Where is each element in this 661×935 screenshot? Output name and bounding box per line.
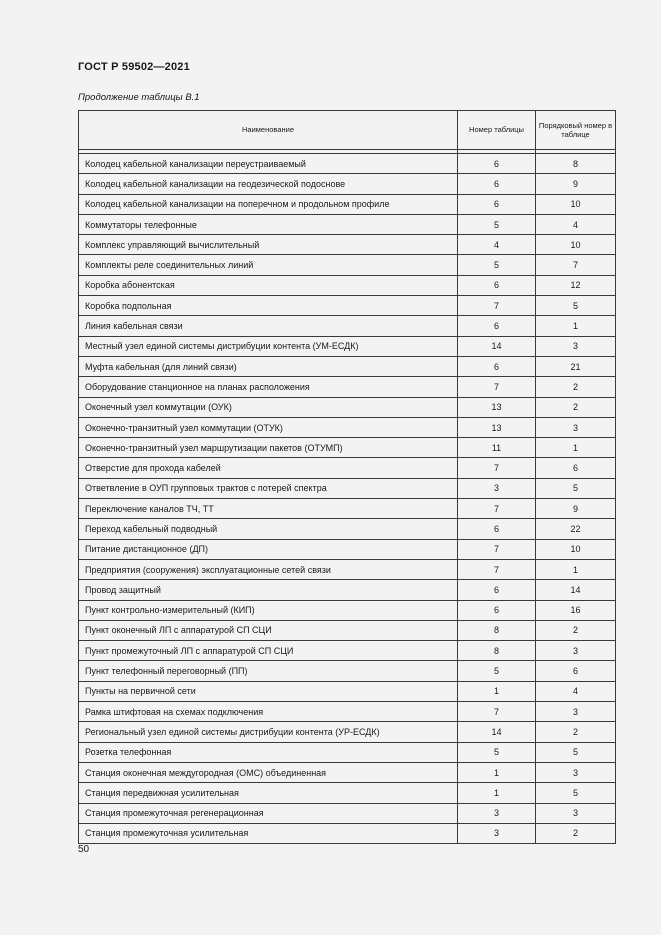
table-row bbox=[79, 641, 616, 661]
cell-table-number: 5 bbox=[458, 742, 536, 762]
cell-table-number: 6 bbox=[458, 519, 536, 539]
cell-order-number: 6 bbox=[536, 458, 616, 478]
cell-table-number: 6 bbox=[458, 580, 536, 600]
cell-order-number: 6 bbox=[536, 661, 616, 681]
cell-table-number: 11 bbox=[458, 438, 536, 458]
cell-order-number: 3 bbox=[536, 641, 616, 661]
cell-name: Отверстие для прохода кабелей bbox=[79, 458, 458, 478]
cell-order-number: 2 bbox=[536, 722, 616, 742]
cell-table-number: 6 bbox=[458, 194, 536, 214]
table-row bbox=[79, 559, 616, 579]
table-row bbox=[79, 296, 616, 316]
table-row bbox=[79, 823, 616, 843]
cell-name: Колодец кабельной канализации переустраиваемый bbox=[79, 154, 458, 174]
table-row bbox=[79, 174, 616, 194]
table-caption: Продолжение таблицы В.1 bbox=[78, 92, 200, 103]
cell-order-number: 9 bbox=[536, 174, 616, 194]
cell-order-number: 1 bbox=[536, 316, 616, 336]
cell-table-number: 1 bbox=[458, 783, 536, 803]
cell-table-number: 14 bbox=[458, 722, 536, 742]
table-row bbox=[79, 275, 616, 295]
cell-order-number: 3 bbox=[536, 803, 616, 823]
cell-name: Пункт телефонный переговорный (ПП) bbox=[79, 661, 458, 681]
cell-name: Переход кабельный подводный bbox=[79, 519, 458, 539]
table-row bbox=[79, 702, 616, 722]
cell-order-number: 5 bbox=[536, 742, 616, 762]
cell-order-number: 10 bbox=[536, 539, 616, 559]
table-row bbox=[79, 783, 616, 803]
page-number: 50 bbox=[78, 844, 90, 855]
cell-order-number: 3 bbox=[536, 702, 616, 722]
cell-order-number: 1 bbox=[536, 438, 616, 458]
cell-table-number: 8 bbox=[458, 641, 536, 661]
cell-order-number: 8 bbox=[536, 154, 616, 174]
cell-order-number: 3 bbox=[536, 417, 616, 437]
document-title: ГОСТ Р 59502—2021 bbox=[78, 61, 190, 73]
cell-order-number: 2 bbox=[536, 620, 616, 640]
table-row bbox=[79, 235, 616, 255]
cell-table-number: 3 bbox=[458, 823, 536, 843]
cell-name: Коробка абонентская bbox=[79, 275, 458, 295]
cell-name: Комплекс управляющий вычислительный bbox=[79, 235, 458, 255]
cell-name: Колодец кабельной канализации на геодезической подоснове bbox=[79, 174, 458, 194]
table-row bbox=[79, 336, 616, 356]
table-row bbox=[79, 316, 616, 336]
cell-table-number: 1 bbox=[458, 762, 536, 782]
cell-table-number: 7 bbox=[458, 702, 536, 722]
cell-order-number: 4 bbox=[536, 214, 616, 234]
table-row bbox=[79, 580, 616, 600]
table-row bbox=[79, 255, 616, 275]
table-row bbox=[79, 681, 616, 701]
table-row bbox=[79, 438, 616, 458]
cell-name: Оконечно-транзитный узел коммутации (ОТУК) bbox=[79, 417, 458, 437]
cell-table-number: 7 bbox=[458, 539, 536, 559]
cell-name: Местный узел единой системы дистрибуции контента (УМ-ЕСДК) bbox=[79, 336, 458, 356]
table-row bbox=[79, 742, 616, 762]
table-row bbox=[79, 620, 616, 640]
column-header-order-number: Порядковый номер в таблице bbox=[536, 111, 616, 150]
table-row bbox=[79, 762, 616, 782]
cell-name: Розетка телефонная bbox=[79, 742, 458, 762]
cell-order-number: 12 bbox=[536, 275, 616, 295]
cell-order-number: 21 bbox=[536, 356, 616, 376]
cell-order-number: 7 bbox=[536, 255, 616, 275]
table-row bbox=[79, 214, 616, 234]
cell-order-number: 4 bbox=[536, 681, 616, 701]
index-table bbox=[78, 110, 616, 844]
cell-table-number: 6 bbox=[458, 154, 536, 174]
cell-table-number: 5 bbox=[458, 214, 536, 234]
cell-order-number: 5 bbox=[536, 783, 616, 803]
cell-name: Пункт оконечный ЛП с аппаратурой СП СЦИ bbox=[79, 620, 458, 640]
cell-table-number: 6 bbox=[458, 356, 536, 376]
cell-table-number: 14 bbox=[458, 336, 536, 356]
cell-order-number: 2 bbox=[536, 823, 616, 843]
cell-name: Пункт промежуточный ЛП с аппаратурой СП СЦИ bbox=[79, 641, 458, 661]
cell-order-number: 14 bbox=[536, 580, 616, 600]
cell-table-number: 5 bbox=[458, 255, 536, 275]
cell-table-number: 3 bbox=[458, 803, 536, 823]
cell-name: Ответвление в ОУП групповых трактов с потерей спектра bbox=[79, 478, 458, 498]
cell-order-number: 10 bbox=[536, 194, 616, 214]
cell-name: Коробка подпольная bbox=[79, 296, 458, 316]
cell-name: Муфта кабельная (для линий связи) bbox=[79, 356, 458, 376]
table-row bbox=[79, 154, 616, 174]
table-row bbox=[79, 397, 616, 417]
column-header-table-number: Номер таблицы bbox=[458, 111, 536, 150]
column-header-name: Наименование bbox=[79, 111, 458, 150]
table-row bbox=[79, 722, 616, 742]
cell-table-number: 5 bbox=[458, 661, 536, 681]
cell-table-number: 7 bbox=[458, 296, 536, 316]
table-row bbox=[79, 499, 616, 519]
table-row bbox=[79, 539, 616, 559]
cell-table-number: 13 bbox=[458, 417, 536, 437]
cell-table-number: 6 bbox=[458, 316, 536, 336]
cell-order-number: 5 bbox=[536, 478, 616, 498]
cell-table-number: 7 bbox=[458, 458, 536, 478]
cell-name: Станция передвижная усилительная bbox=[79, 783, 458, 803]
table-row bbox=[79, 803, 616, 823]
cell-name: Пункты на первичной сети bbox=[79, 681, 458, 701]
cell-order-number: 5 bbox=[536, 296, 616, 316]
cell-order-number: 2 bbox=[536, 397, 616, 417]
cell-name: Линия кабельная связи bbox=[79, 316, 458, 336]
cell-name: Станция промежуточная регенерационная bbox=[79, 803, 458, 823]
cell-order-number: 22 bbox=[536, 519, 616, 539]
cell-name: Переключение каналов ТЧ, ТТ bbox=[79, 499, 458, 519]
cell-table-number: 4 bbox=[458, 235, 536, 255]
cell-name: Оборудование станционное на планах расположения bbox=[79, 377, 458, 397]
cell-name: Провод защитный bbox=[79, 580, 458, 600]
table-row bbox=[79, 356, 616, 376]
cell-order-number: 3 bbox=[536, 336, 616, 356]
cell-name: Станция промежуточная усилительная bbox=[79, 823, 458, 843]
table-row bbox=[79, 458, 616, 478]
table-body bbox=[79, 150, 616, 844]
cell-name: Предприятия (сооружения) эксплуатационные сетей связи bbox=[79, 559, 458, 579]
cell-table-number: 3 bbox=[458, 478, 536, 498]
cell-name: Пункт контрольно-измерительный (КИП) bbox=[79, 600, 458, 620]
cell-table-number: 6 bbox=[458, 600, 536, 620]
cell-name: Комплекты реле соединительных линий bbox=[79, 255, 458, 275]
cell-table-number: 6 bbox=[458, 174, 536, 194]
table-row bbox=[79, 478, 616, 498]
cell-name: Колодец кабельной канализации на поперечном и продольном профиле bbox=[79, 194, 458, 214]
table-row bbox=[79, 417, 616, 437]
cell-name: Рамка штифтовая на схемах подключения bbox=[79, 702, 458, 722]
cell-table-number: 8 bbox=[458, 620, 536, 640]
cell-order-number: 10 bbox=[536, 235, 616, 255]
cell-name: Региональный узел единой системы дистрибуции контента (УР-ЕСДК) bbox=[79, 722, 458, 742]
cell-name: Оконечный узел коммутации (ОУК) bbox=[79, 397, 458, 417]
table-row bbox=[79, 519, 616, 539]
table-row bbox=[79, 377, 616, 397]
cell-table-number: 7 bbox=[458, 559, 536, 579]
table-row bbox=[79, 194, 616, 214]
table-row bbox=[79, 600, 616, 620]
cell-table-number: 6 bbox=[458, 275, 536, 295]
table-row bbox=[79, 661, 616, 681]
cell-order-number: 9 bbox=[536, 499, 616, 519]
cell-name: Станция оконечная междугородная (ОМС) объединенная bbox=[79, 762, 458, 782]
table-header-row bbox=[79, 111, 616, 150]
cell-order-number: 16 bbox=[536, 600, 616, 620]
cell-table-number: 7 bbox=[458, 499, 536, 519]
cell-name: Коммутаторы телефонные bbox=[79, 214, 458, 234]
cell-order-number: 2 bbox=[536, 377, 616, 397]
cell-name: Питание дистанционное (ДП) bbox=[79, 539, 458, 559]
cell-order-number: 1 bbox=[536, 559, 616, 579]
cell-order-number: 3 bbox=[536, 762, 616, 782]
cell-name: Оконечно-транзитный узел маршрутизации пакетов (ОТУМП) bbox=[79, 438, 458, 458]
cell-table-number: 13 bbox=[458, 397, 536, 417]
cell-table-number: 7 bbox=[458, 377, 536, 397]
cell-table-number: 1 bbox=[458, 681, 536, 701]
